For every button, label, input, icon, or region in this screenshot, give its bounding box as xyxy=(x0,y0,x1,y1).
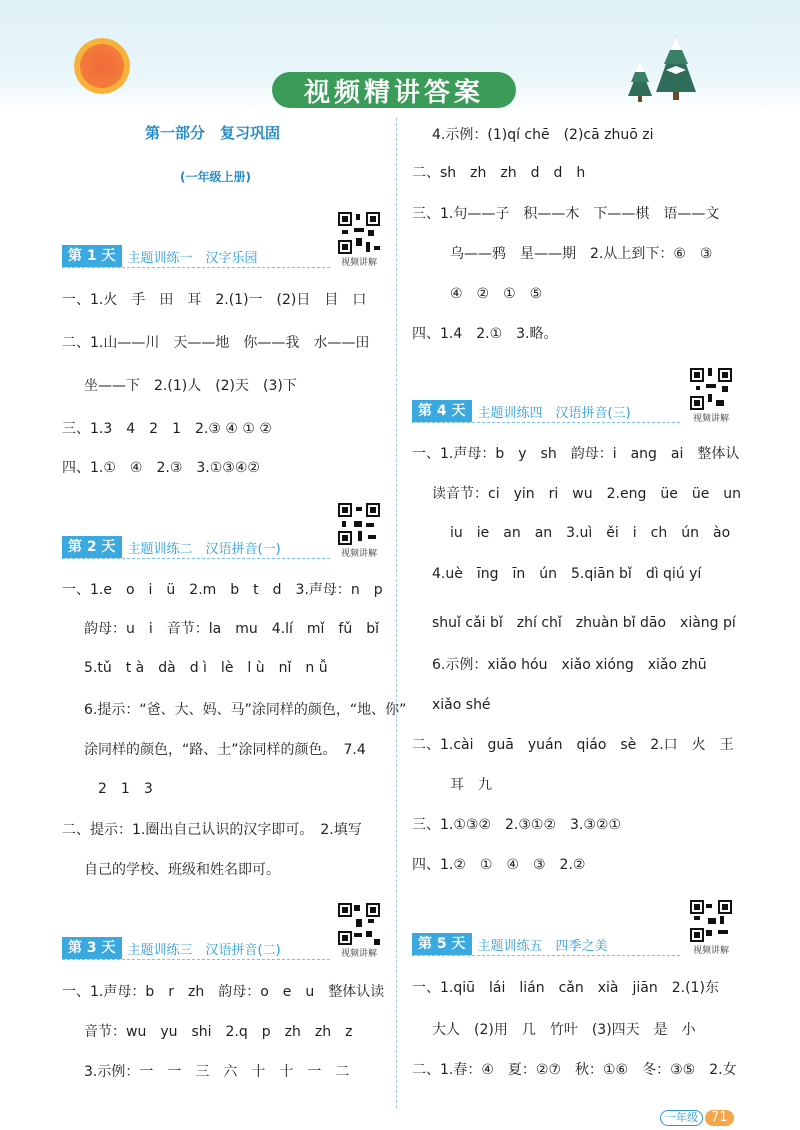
day-5-header xyxy=(412,933,608,955)
snowy-trees-icon xyxy=(626,30,706,102)
day-badge: 第 5 天 xyxy=(412,933,472,955)
qr-code-day3[interactable] xyxy=(338,903,380,959)
qr-caption: 视频讲解 xyxy=(340,258,377,268)
qr-code-icon xyxy=(690,900,732,942)
answer-line: 自己的学校、班级和姓名即可。 xyxy=(84,862,280,878)
answer-line: 四、1.② ① ④ ③ 2.② xyxy=(412,857,586,873)
footer-page: 71 xyxy=(705,1110,734,1126)
qr-code-icon xyxy=(338,503,380,545)
answer-line: 四、1.4 2.① 3.略。 xyxy=(412,326,558,342)
answer-line: 耳 九 xyxy=(450,777,492,793)
footer-grade: 一年级 xyxy=(660,1110,703,1126)
qr-code-icon xyxy=(338,212,380,254)
day-underline xyxy=(62,267,330,268)
answer-line: 坐——下 2.(1)人 (2)天 (3)下 xyxy=(84,378,297,394)
answer-line: 5.tǔ t à dà d ì lè l ù nǐ n ǚ xyxy=(84,660,328,676)
answer-line: 二、1.cài guā yuán qiáo sè 2.口 火 王 xyxy=(412,737,734,753)
answer-line: 4.示例：(1)qí chē (2)cā zhuō zi xyxy=(432,127,654,143)
day-badge: 第 1 天 xyxy=(62,245,122,267)
answer-line: 一、1.e o i ü 2.m b t d 3.声母：n p xyxy=(62,582,383,598)
answer-line: 一、1.声母：b r zh 韵母：o e u 整体认读 xyxy=(62,984,385,1000)
day-badge: 第 4 天 xyxy=(412,400,472,422)
day-title: 主题训练一 汉字乐园 xyxy=(127,250,258,266)
answer-line: ④ ② ① ⑤ xyxy=(450,286,543,302)
answer-line: 音节：wu yu shi 2.q p zh zh z xyxy=(84,1024,353,1040)
day-badge: 第 3 天 xyxy=(62,937,122,959)
answer-line: 四、1.① ④ 2.③ 3.①③④② xyxy=(62,460,260,476)
answer-line: 二、1.春：④ 夏：②⑦ 秋：①⑥ 冬：③⑤ 2.女 xyxy=(412,1062,737,1078)
qr-code-icon xyxy=(690,368,732,410)
column-divider xyxy=(396,118,397,1108)
day-underline xyxy=(62,558,330,559)
answer-line: 一、1.qiū lái lián cǎn xià jiān 2.(1)东 xyxy=(412,980,719,996)
grade-label: (一年级上册) xyxy=(180,170,251,184)
qr-code-day4[interactable] xyxy=(690,368,732,424)
answer-line: 6.示例：xiǎo hóu xiǎo xióng xiǎo zhū xyxy=(432,657,707,673)
qr-caption: 视频讲解 xyxy=(692,946,729,956)
day-4-header xyxy=(412,400,631,422)
answer-line: 二、提示：1.圈出自己认识的汉字即可。 2.填写 xyxy=(62,822,362,838)
page-title-text: 视频精讲答案 xyxy=(303,77,484,108)
answer-line: 一、1.火 手 田 耳 2.(1)一 (2)日 目 口 xyxy=(62,292,367,308)
answer-line: 二、sh zh zh d d h xyxy=(412,165,586,181)
answer-line: 涂同样的颜色，“路、土”涂同样的颜色。 7.4 xyxy=(84,742,366,758)
qr-caption: 视频讲解 xyxy=(692,414,729,424)
answer-line: 三、1.3 4 2 1 2.③ ④ ① ② xyxy=(62,421,272,437)
day-title: 主题训练四 汉语拼音(三) xyxy=(477,405,631,421)
answer-line: 6.提示：“爸、大、妈、马”涂同样的颜色，“地、你” xyxy=(84,702,407,718)
day-2-header xyxy=(62,536,281,558)
page-title xyxy=(272,72,516,108)
day-1-header xyxy=(62,245,258,267)
answer-line: 三、1.句——子 积——木 下——棋 语——文 xyxy=(412,206,720,222)
answer-line: 一、1.声母：b y sh 韵母：i ang ai 整体认 xyxy=(412,446,740,462)
qr-code-day5[interactable] xyxy=(690,900,732,956)
answer-line: 3.示例：一 一 三 六 十 十 一 二 xyxy=(84,1064,350,1080)
answer-line: xiǎo shé xyxy=(432,697,491,713)
answer-line: iu ie an an 3.uì ěi i ch ún ào xyxy=(450,525,731,541)
day-title: 主题训练二 汉语拼音(一) xyxy=(127,541,281,557)
qr-code-day2[interactable] xyxy=(338,503,380,559)
qr-code-icon xyxy=(338,903,380,945)
day-underline xyxy=(62,959,330,960)
answer-line: shuǐ cǎi bǐ zhí chǐ zhuàn bǐ dāo xiàng pí xyxy=(432,615,736,631)
day-title: 主题训练五 四季之美 xyxy=(477,938,608,954)
answer-line: 4.uè īng īn ún 5.qiān bǐ dì qiú yí xyxy=(432,566,702,582)
answer-line: 读音节：ci yin ri wu 2.eng üe üe un xyxy=(432,486,742,502)
answer-line: 三、1.①③② 2.③①② 3.③②① xyxy=(412,817,622,833)
qr-caption: 视频讲解 xyxy=(340,549,377,559)
day-underline xyxy=(412,422,680,423)
day-badge: 第 2 天 xyxy=(62,536,122,558)
answer-line: 乌——鸦 星——期 2.从上到下：⑥ ③ xyxy=(450,246,713,262)
qr-code-day1[interactable] xyxy=(338,212,380,268)
answer-line: 韵母：u i 音节：la mu 4.lí mǐ fǔ bǐ xyxy=(84,621,379,637)
day-3-header xyxy=(62,937,281,959)
answer-line: 大人 (2)用 几 竹叶 (3)四天 是 小 xyxy=(432,1022,696,1038)
answer-line: 2 1 3 xyxy=(98,781,153,797)
day-title: 主题训练三 汉语拼音(二) xyxy=(127,942,281,958)
page-number xyxy=(660,1110,734,1126)
day-underline xyxy=(412,955,680,956)
sun-icon xyxy=(74,38,130,94)
answer-line: 二、1.山——川 天——地 你——我 水——田 xyxy=(62,335,370,351)
qr-caption: 视频讲解 xyxy=(340,949,377,959)
part-title: 第一部分 复习巩固 xyxy=(145,124,281,142)
